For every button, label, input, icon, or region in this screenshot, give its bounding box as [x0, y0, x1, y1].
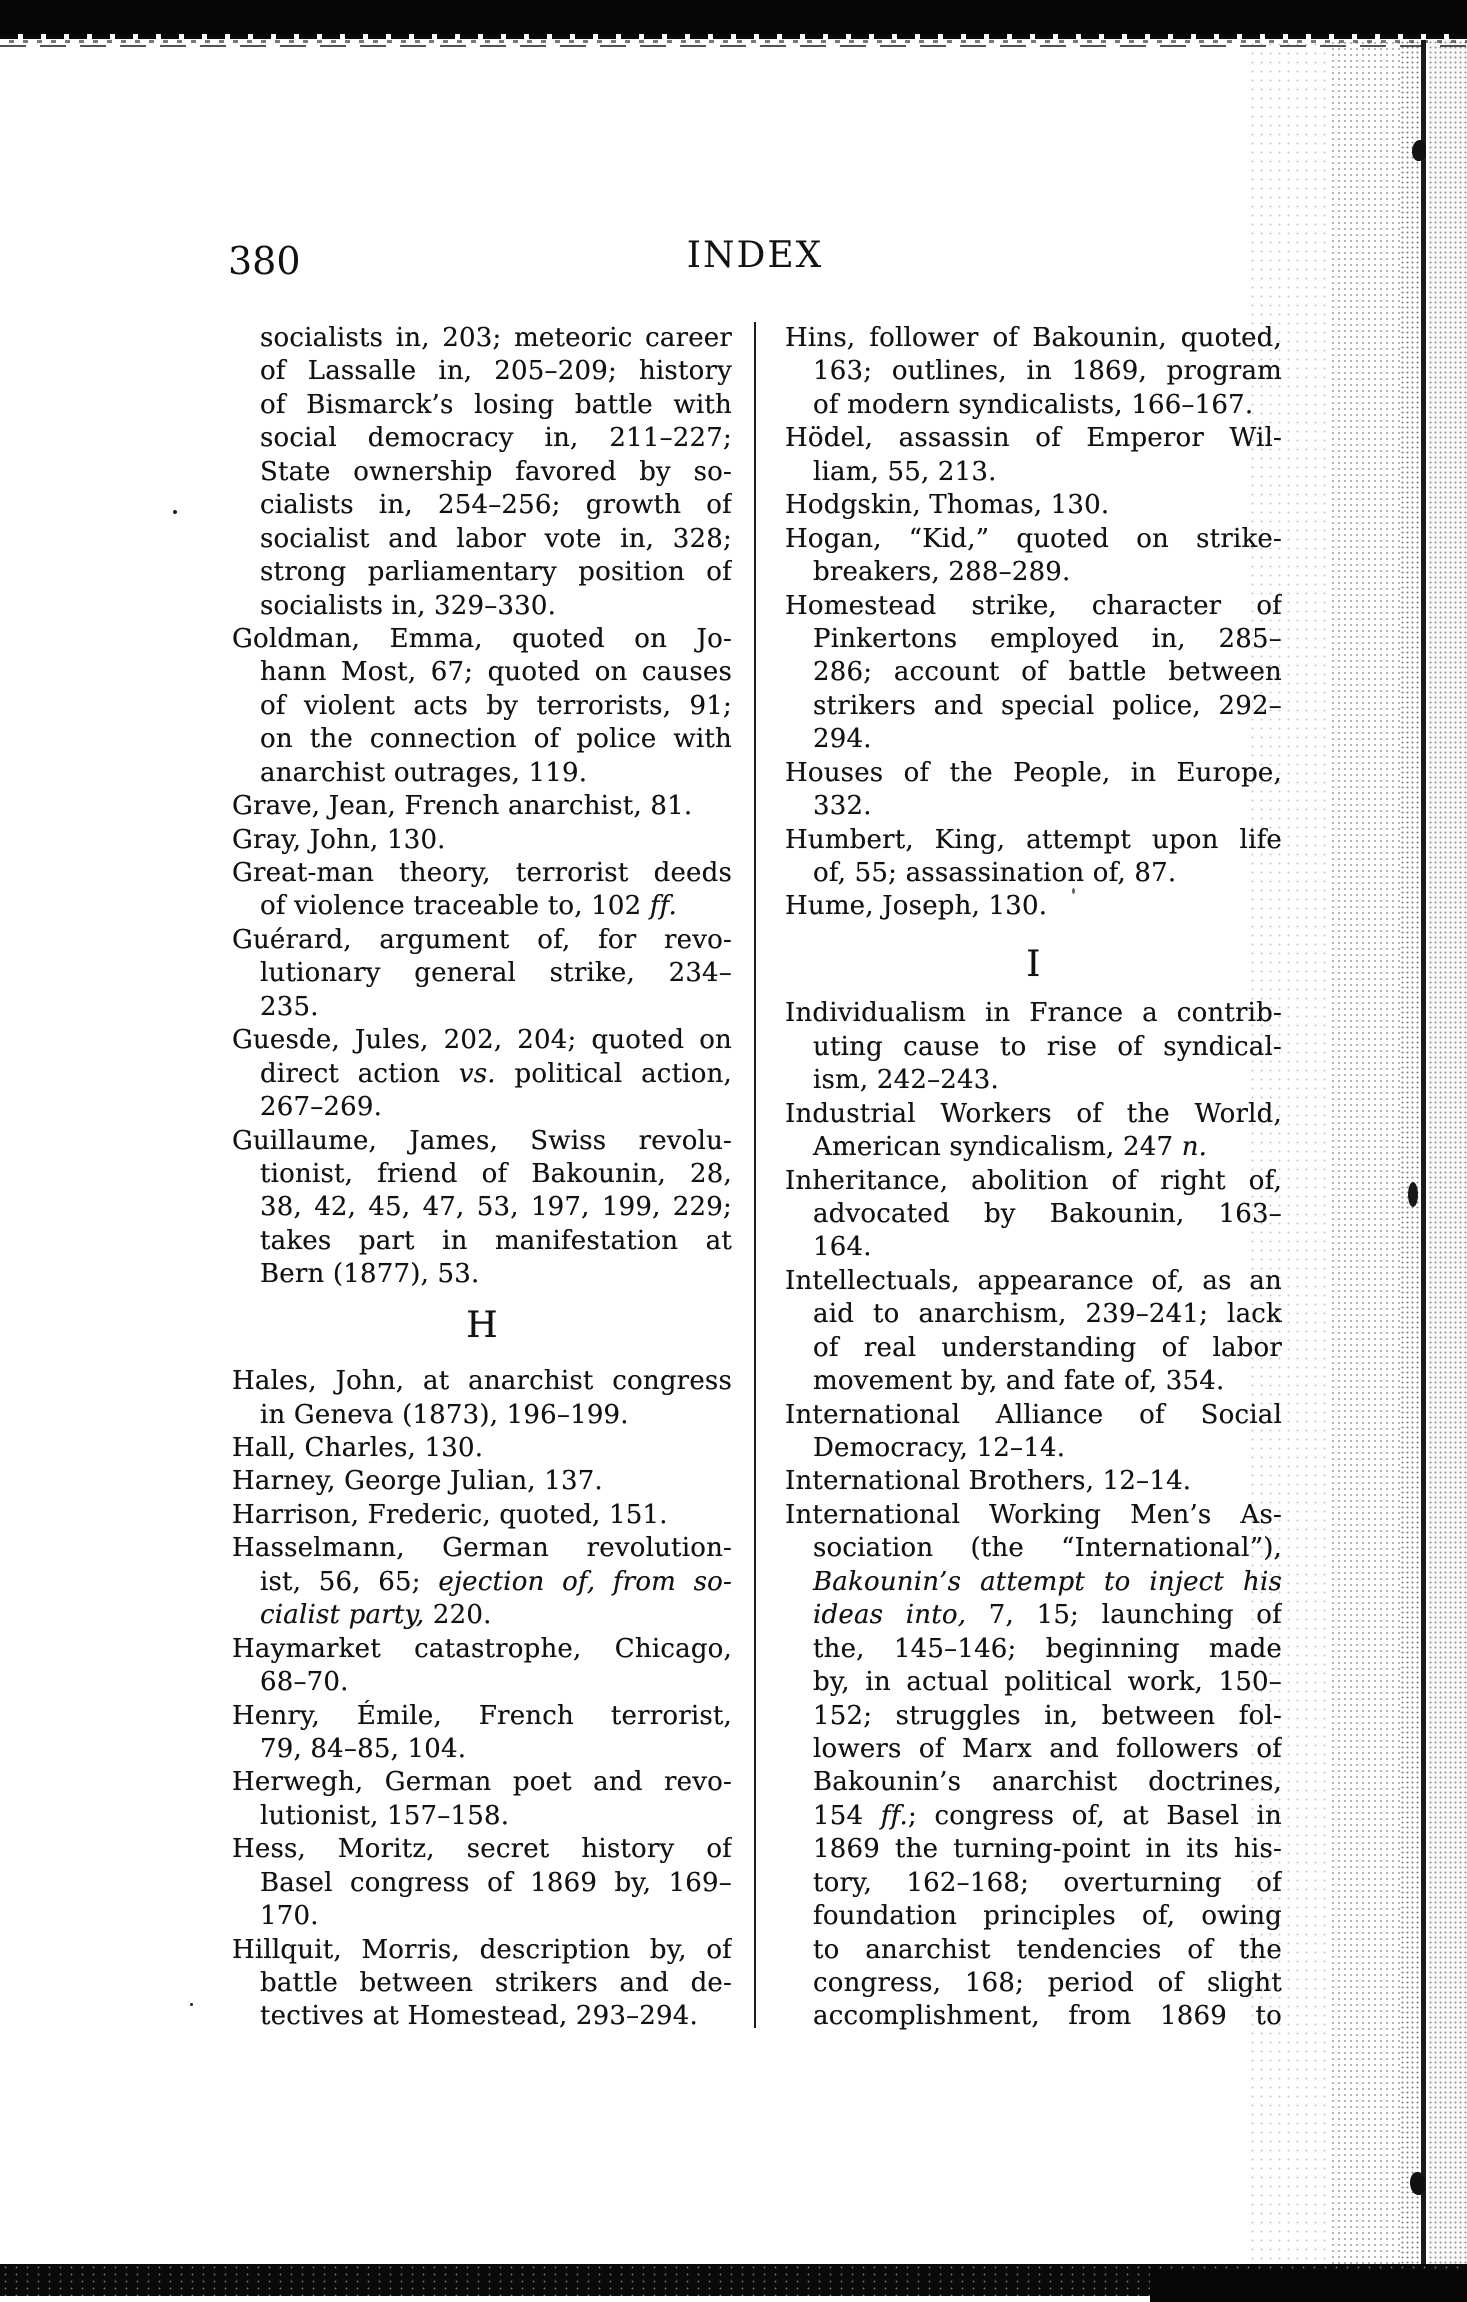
index-line: tectives at Homestead, 293–294. — [260, 2001, 698, 2032]
index-line: by, in actual political work, 150– — [813, 1667, 1282, 1698]
index-line: Henry, Émile, French terrorist, — [232, 1700, 732, 1731]
index-line: anarchist outrages, 119. — [260, 757, 588, 788]
index-entries-i — [785, 997, 1282, 2034]
index-line: of Bismarck’s losing battle with — [260, 389, 732, 420]
index-line: Industrial Workers of the World, — [785, 1098, 1282, 1129]
index-line: Grave, Jean, French anarchist, 81. — [232, 791, 693, 822]
index-line: congress, 168; period of slight — [813, 1968, 1282, 1999]
index-line: Gray, John, 130. — [232, 824, 446, 855]
index-entries-g — [232, 322, 732, 1292]
index-line: State ownership favored by so- — [260, 456, 732, 487]
index-line: sociation (the “International”), — [813, 1533, 1282, 1564]
scan-top-edge-streak — [0, 45, 1467, 47]
index-line: takes part in manifestation at — [260, 1225, 732, 1256]
index-line: Hillquit, Morris, description by, of — [232, 1934, 732, 1965]
index-line: Haymarket catastrophe, Chicago, — [232, 1633, 732, 1664]
index-line: liam, 55, 213. — [813, 456, 997, 487]
index-line: to anarchist tendencies of the — [813, 1934, 1282, 1965]
index-line: Hales, John, at anarchist congress — [232, 1366, 732, 1397]
section-heading-i: I — [1026, 943, 1041, 985]
scan-artifact — [190, 2003, 193, 2006]
index-line: 1869 the turning-point in its his- — [813, 1834, 1282, 1865]
index-line: Harrison, Frederic, quoted, 151. — [232, 1499, 668, 1530]
scan-artifact — [173, 510, 177, 514]
index-line: Bakounin’s anarchist doctrines, — [813, 1767, 1282, 1798]
index-line: foundation principles of, owing — [813, 1901, 1282, 1932]
index-line: battle between strikers and de- — [260, 1968, 732, 1999]
index-line: Hodgskin, Thomas, 130. — [785, 490, 1110, 521]
index-line: socialists in, 329–330. — [260, 590, 557, 621]
index-line: accomplishment, from 1869 to — [813, 2001, 1282, 2032]
section-heading-h: H — [466, 1304, 498, 1346]
index-line: ism, 242–243. — [813, 1065, 999, 1096]
index-line: Intellectuals, appearance of, as an — [785, 1265, 1282, 1296]
scan-top-edge-band — [0, 0, 1467, 34]
index-line: Hins, follower of Bakounin, quoted, — [785, 323, 1282, 353]
index-line: Democracy, 12–14. — [813, 1433, 1066, 1464]
index-line: the, 145–146; beginning made — [813, 1633, 1282, 1664]
index-line: 79, 84–85, 104. — [260, 1733, 467, 1764]
index-line: Pinkertons employed in, 285– — [813, 623, 1282, 654]
page-number: 380 — [228, 239, 301, 283]
index-line: social democracy in, 211–227; — [260, 423, 732, 454]
index-line: tionist, friend of Bakounin, 28, — [260, 1158, 732, 1189]
index-line: 267–269. — [260, 1092, 383, 1123]
index-line: ideas into, 7, 15; launching of — [813, 1600, 1282, 1631]
index-line: Homestead strike, character of — [785, 590, 1282, 621]
index-line: Hume, Joseph, 130. — [785, 891, 1048, 922]
index-line: hann Most, 67; quoted on causes — [260, 657, 732, 688]
column-divider — [754, 322, 756, 2028]
page-edge-texture — [1400, 40, 1422, 2266]
index-line: advocated by Bakounin, 163– — [813, 1198, 1282, 1229]
scan-artifact — [1408, 1182, 1418, 1207]
index-line: of, 55; assassination of, 87. — [813, 858, 1177, 888]
index-line: lutionary general strike, 234– — [260, 958, 732, 989]
index-line: Basel congress of 1869 by, 169– — [260, 1867, 732, 1898]
index-line: Guérard, argument of, for revo- — [232, 924, 732, 955]
index-line: 163; outlines, in 1869, program — [813, 356, 1282, 387]
index-line: Bern (1877), 53. — [260, 1259, 480, 1290]
index-line: International Alliance of Social — [785, 1399, 1282, 1430]
index-line: of real understanding of labor — [813, 1332, 1282, 1363]
index-line: Houses of the People, in Europe, — [785, 757, 1282, 788]
index-line: 286; account of battle between — [813, 657, 1282, 688]
index-line: International Brothers, 12–14. — [785, 1466, 1192, 1497]
index-line: Goldman, Emma, quoted on Jo- — [232, 623, 732, 654]
scan-bottom-edge-band — [1150, 2270, 1467, 2302]
index-line: lutionist, 157–158. — [260, 1800, 510, 1831]
index-line: Hasselmann, German revolution- — [232, 1533, 732, 1564]
index-line: Individualism in France a contrib- — [785, 998, 1282, 1029]
index-line: ist, 56, 65; ejection of, from so- — [260, 1566, 732, 1597]
index-line: Hess, Moritz, secret history of — [232, 1834, 732, 1865]
index-line: Bakounin’s attempt to inject his — [813, 1566, 1282, 1597]
scan-top-edge-streak — [0, 40, 1467, 43]
index-column-right — [785, 322, 1282, 2034]
index-entries-h — [232, 1365, 732, 2034]
index-line: socialists in, 203; meteoric career — [260, 323, 732, 353]
index-line: 68–70. — [260, 1667, 349, 1698]
index-entries-h-cont — [785, 322, 1282, 924]
index-line: of modern syndicalists, 166–167. — [813, 389, 1254, 420]
index-line: Inheritance, abolition of right of, — [785, 1165, 1282, 1196]
scan-artifact — [1412, 140, 1426, 161]
index-line: Hall, Charles, 130. — [232, 1433, 484, 1464]
index-line: International Working Men’s As- — [785, 1499, 1282, 1530]
index-line: 164. — [813, 1232, 872, 1263]
page-edge-texture — [1330, 40, 1400, 2266]
index-line: tory, 162–168; overturning of — [813, 1867, 1282, 1898]
index-line: Great-man theory, terrorist deeds — [232, 858, 732, 888]
index-line: Humbert, King, attempt upon life — [785, 824, 1282, 855]
scan-top-edge-streak — [0, 34, 1467, 39]
index-line: Harney, George Julian, 137. — [232, 1466, 603, 1497]
index-column-left — [232, 322, 732, 2034]
index-line: of violence traceable to, 102 ff. — [260, 891, 678, 922]
index-line: Hogan, “Kid,” quoted on strike- — [785, 523, 1282, 554]
index-line: Hödel, assassin of Emperor Wil- — [785, 423, 1282, 454]
index-line: of violent acts by terrorists, 91; — [260, 690, 732, 721]
index-line: cialists in, 254–256; growth of — [260, 490, 732, 521]
index-line: 154 ff.; congress of, at Basel in — [813, 1800, 1282, 1831]
page-edge-texture — [1428, 40, 1467, 2266]
index-line: 38, 42, 45, 47, 53, 197, 199, 229; — [260, 1192, 732, 1223]
index-line: breakers, 288–289. — [813, 557, 1071, 588]
index-line: movement by, and fate of, 354. — [813, 1366, 1225, 1397]
index-line: 235. — [260, 991, 319, 1022]
index-line: Guillaume, James, Swiss revolu- — [232, 1125, 732, 1156]
index-line: strikers and special police, 292– — [813, 690, 1282, 721]
index-line: socialist and labor vote in, 328; — [260, 523, 732, 554]
index-line: aid to anarchism, 239–241; lack — [813, 1299, 1282, 1330]
index-line: 294. — [813, 724, 872, 755]
index-line: in Geneva (1873), 196–199. — [260, 1399, 629, 1430]
index-line: 332. — [813, 791, 872, 822]
index-line: strong parliamentary position of — [260, 557, 732, 588]
index-line: on the connection of police with — [260, 724, 732, 755]
index-line: American syndicalism, 247 n. — [813, 1132, 1208, 1163]
index-line: Guesde, Jules, 202, 204; quoted on — [232, 1025, 732, 1056]
index-line: lowers of Marx and followers of — [813, 1733, 1282, 1764]
page-edge-line — [1421, 40, 1426, 2266]
index-line: 170. — [260, 1901, 319, 1932]
page-title: INDEX — [686, 235, 824, 276]
index-line: Herwegh, German poet and revo- — [232, 1767, 732, 1798]
scan-artifact — [1410, 2172, 1425, 2195]
index-line: direct action vs. political action, — [260, 1058, 732, 1089]
index-line: 152; struggles in, between fol- — [813, 1700, 1282, 1731]
index-line: cialist party, 220. — [260, 1600, 492, 1631]
index-line: of Lassalle in, 205–209; history — [260, 356, 732, 387]
index-line: uting cause to rise of syndical- — [813, 1031, 1282, 1062]
